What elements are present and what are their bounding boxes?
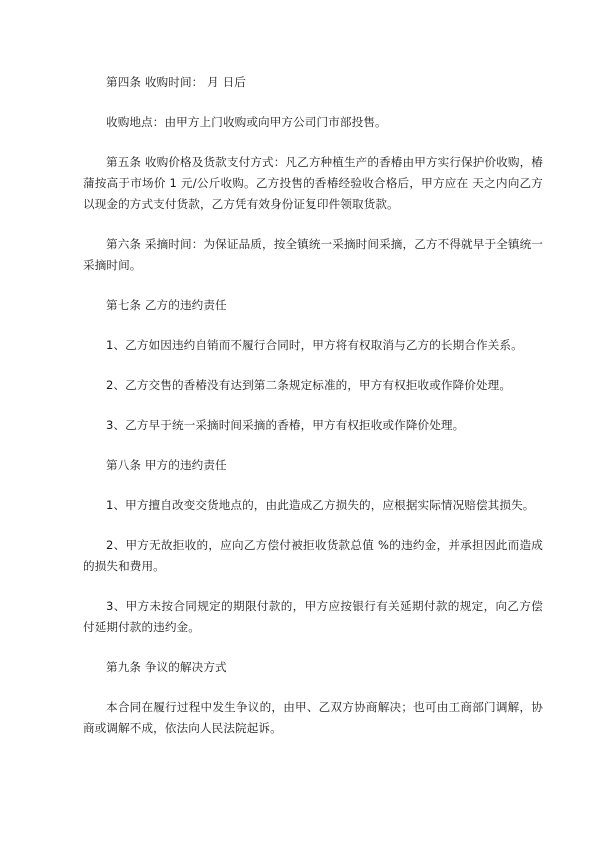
article-8-clause-3: 3、甲方未按合同规定的期限付款的，甲方应按银行有关延期付款的规定，向乙方偿付延期付款的违约金。 bbox=[83, 599, 543, 634]
document-body bbox=[83, 72, 543, 758]
article-7-clause-2: 2、乙方交售的香椿没有达到第二条规定标准的，甲方有权拒收或作降价处理。 bbox=[106, 378, 512, 392]
article-5-price-payment: 第五条 收购价格及货款支付方式：凡乙方种植生产的香椿由甲方实行保护价收购，椿蒲按高于市场价 1 元/公斤收购。乙方投售的香椿经验收合格后，甲方应在 天之内向乙方以现金的方式支付货款，乙方凭有效身份证复印件领取货款。 bbox=[83, 155, 543, 211]
article-9-dispute-resolution: 本合同在履行过程中发生争议的，由甲、乙双方协商解决；也可由工商部门调解，协商或调解不成，依法向人民法院起诉。 bbox=[83, 700, 543, 735]
article-8-clause-2: 2、甲方无故拒收的，应向乙方偿付被拒收货款总值 %的违约金，并承担因此而造成的损失和费用。 bbox=[83, 538, 543, 573]
article-8-heading: 第八条 甲方的违约责任 bbox=[106, 458, 227, 472]
article-7-clause-3: 3、乙方早于统一采摘时间采摘的香椿，甲方有权拒收或作降价处理。 bbox=[106, 418, 465, 432]
article-9-heading: 第九条 争议的解决方式 bbox=[106, 660, 227, 674]
article-6-picking-time: 第六条 采摘时间：为保证品质，按全镇统一采摘时间采摘，乙方不得就早于全镇统一采摘时间。 bbox=[83, 237, 543, 272]
purchase-location: 收购地点：由甲方上门收购或向甲方公司门市部投售。 bbox=[106, 115, 387, 129]
article-8-clause-1: 1、甲方擅自改变交货地点的，由此造成乙方损失的，应根据实际情况赔偿其损失。 bbox=[106, 498, 535, 512]
article-4-purchase-time: 第四条 收购时间： 月 日后 bbox=[106, 75, 246, 89]
article-7-heading: 第七条 乙方的违约责任 bbox=[106, 298, 227, 312]
article-7-clause-1: 1、乙方如因违约自销而不履行合同时，甲方将有权取消与乙方的长期合作关系。 bbox=[106, 338, 523, 352]
